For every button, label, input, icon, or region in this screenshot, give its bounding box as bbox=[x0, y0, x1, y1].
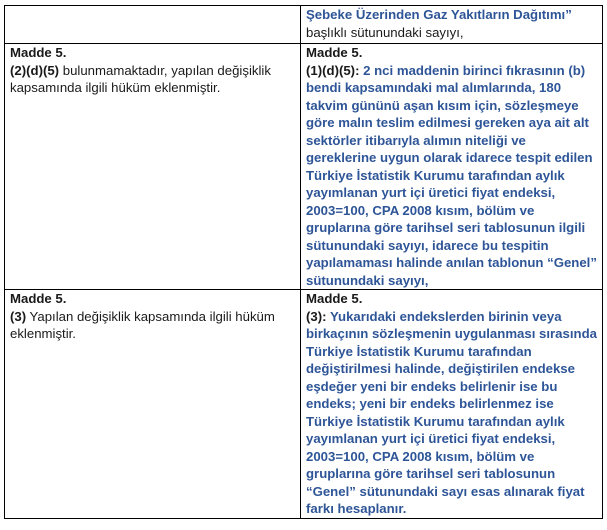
left-cell bbox=[5, 6, 301, 44]
clause-reference: (3) bbox=[10, 308, 27, 324]
right-cell bbox=[301, 44, 603, 290]
table-row bbox=[5, 44, 603, 290]
clause-text: Yapılan değişiklik kapsamında ilgili hüküm eklenmiştir. bbox=[10, 308, 275, 341]
amended-plain-text: başlıklı sütunundaki sayıyı, bbox=[306, 24, 464, 40]
clause-reference: (1)(d)(5): bbox=[306, 62, 360, 78]
article-heading: Madde 5. bbox=[306, 291, 363, 306]
amended-text: 2 nci maddenin birinci fıkrasının (b) bendi kapsamındaki mal alımlarında, 180 takvim gününü aşan kısım için, sözleşmeye göre malın teslim edilmesi gereken aya ait alt sektörler itibarıyla alımın niteliği ve gereklerine uygun olarak idarece tespit edilen Türkiye İstatistik Kurumu tarafından aylık yayımlanan yurt içi üretici fiyat endeksi, 2003=100, CPA 2008 kısım, bölüm ve gruplarına göre tarihsel seri tablosunun ilgili sütunundaki sayıyı, idarece bu tespitin yapılamaması halinde anılan tablonun “Genel” sütunundaki sayıyı, bbox=[306, 62, 597, 288]
clause-reference: (2)(d)(5) bbox=[10, 62, 60, 78]
left-cell bbox=[5, 44, 301, 290]
amended-text: Şebeke Üzerinden Gaz Yakıtların Dağıtımı” bbox=[306, 7, 572, 22]
comparison-table bbox=[4, 5, 603, 519]
article-heading: Madde 5. bbox=[306, 45, 363, 60]
clause-reference: (3): bbox=[306, 308, 327, 324]
right-cell bbox=[301, 290, 603, 519]
article-heading: Madde 5. bbox=[10, 291, 67, 306]
clause-text: bulunmamaktadır, yapılan değişiklik kapsamında ilgili hüküm eklenmiştir. bbox=[10, 62, 271, 95]
left-cell bbox=[5, 290, 301, 519]
article-heading: Madde 5. bbox=[10, 45, 67, 60]
right-cell bbox=[301, 6, 603, 44]
table-row bbox=[5, 6, 603, 44]
amended-text: Yukarıdaki endekslerden birinin veya birkaçının sözleşmenin uygulanması sırasında Türkiye İstatistik Kurumu tarafından değiştirilmesi halinde, değiştirilen endekse eşdeğer yeni bir endeks belirlenir ise bu endeks; yeni bir endeks belirlenmez ise Türkiye İstatistik Kurumu tarafından aylık yayımlanan yurt içi üretici fiyat endeksi, 2003=100, CPA 2008 kısım, bölüm ve gruplarına göre tarihsel seri tablosunun “Genel” sütunundaki sayı esas alınarak fiyat farkı hesaplanır. bbox=[306, 308, 597, 516]
table-row bbox=[5, 290, 603, 519]
